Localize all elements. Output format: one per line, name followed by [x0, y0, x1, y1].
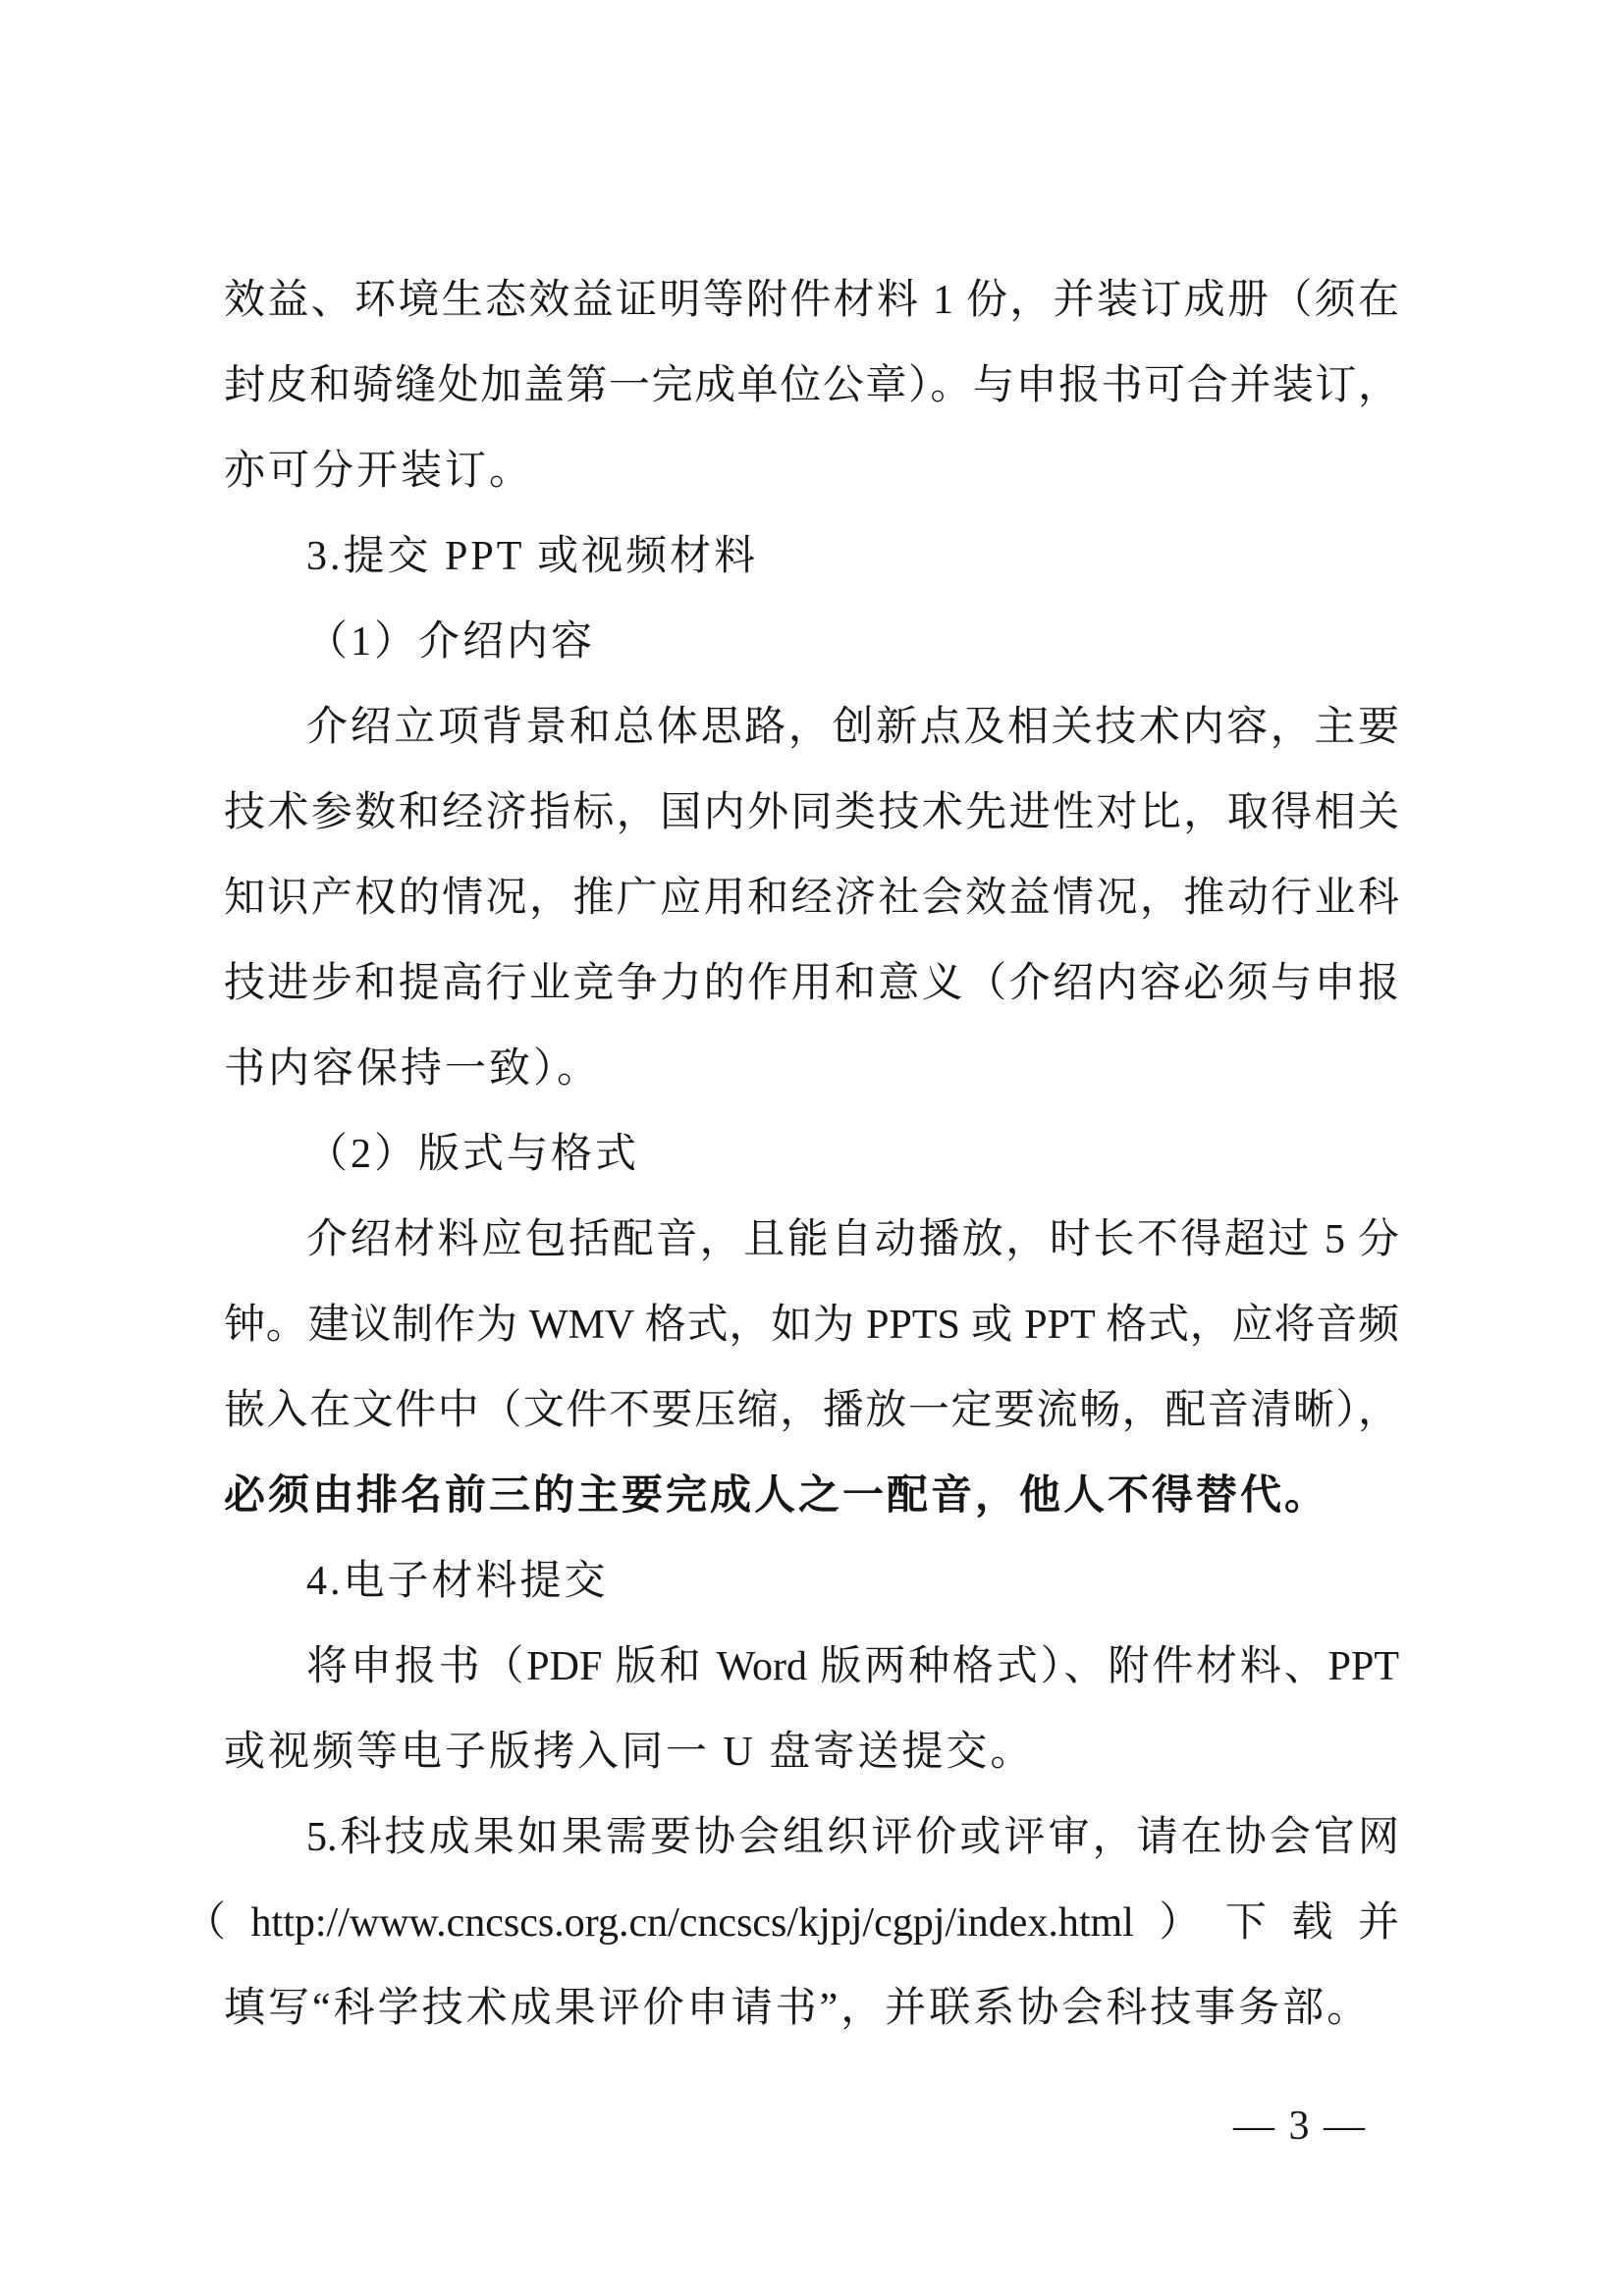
text-line: 封皮和骑缝处加盖第一完成单位公章）。与申报书可合并装订，: [224, 363, 1399, 408]
text-line: 技进步和提高行业竞争力的作用和意义（介绍内容必须与申报: [224, 961, 1399, 1006]
text-line: 亦可分开装订。: [224, 449, 534, 494]
text-line: 填写“科学技术成果评价申请书”，并联系协会科技事务部。: [224, 1986, 1372, 2031]
text-line: 4.电子材料提交: [306, 1559, 609, 1604]
text-line: 或视频等电子版拷入同一 U 盘寄送提交。: [224, 1730, 1035, 1775]
text-line: 技术参数和经济指标，国内外同类技术先进性对比，取得相关: [224, 790, 1399, 835]
text-line: 介绍立项背景和总体思路，创新点及相关技术内容，主要: [306, 705, 1399, 750]
text-line: 介绍材料应包括配音，且能自动播放，时长不得超过 5 分: [306, 1217, 1399, 1262]
page-number: — 3 —: [1233, 2104, 1367, 2149]
text-line: 5.科技成果如果需要协会组织评价或评审，请在协会官网: [306, 1815, 1399, 1860]
text-line: 将申报书（PDF 版和 Word 版两种格式）、附件材料、PPT: [306, 1644, 1399, 1689]
text-line: 必须由排名前三的主要完成人之一配音，他人不得替代。: [224, 1473, 1329, 1519]
text-line: 效益、环境生态效益证明等附件材料 1 份，并装订成册（须在: [224, 278, 1399, 323]
text-line: 3.提交 PPT 或视频材料: [306, 534, 759, 579]
text-line: 书内容保持一致）。: [224, 1046, 602, 1092]
text-line: 知识产权的情况，推广应用和经济社会效益情况，推动行业科: [224, 876, 1399, 921]
text-line: （1）介绍内容: [306, 619, 596, 665]
text-line: （http://www.cncscs.org.cn/cncscs/kjpj/cgpj/index.html）下载并: [185, 1900, 1399, 1946]
text-line: 嵌入在文件中（文件不要压缩，播放一定要流畅，配音清晰），: [224, 1388, 1399, 1433]
text-line: 钟。建议制作为 WMV 格式，如为 PPTS 或 PPT 格式，应将音频: [224, 1303, 1399, 1348]
text-line: （2）版式与格式: [306, 1132, 640, 1177]
document-body: [185, 258, 1399, 2052]
